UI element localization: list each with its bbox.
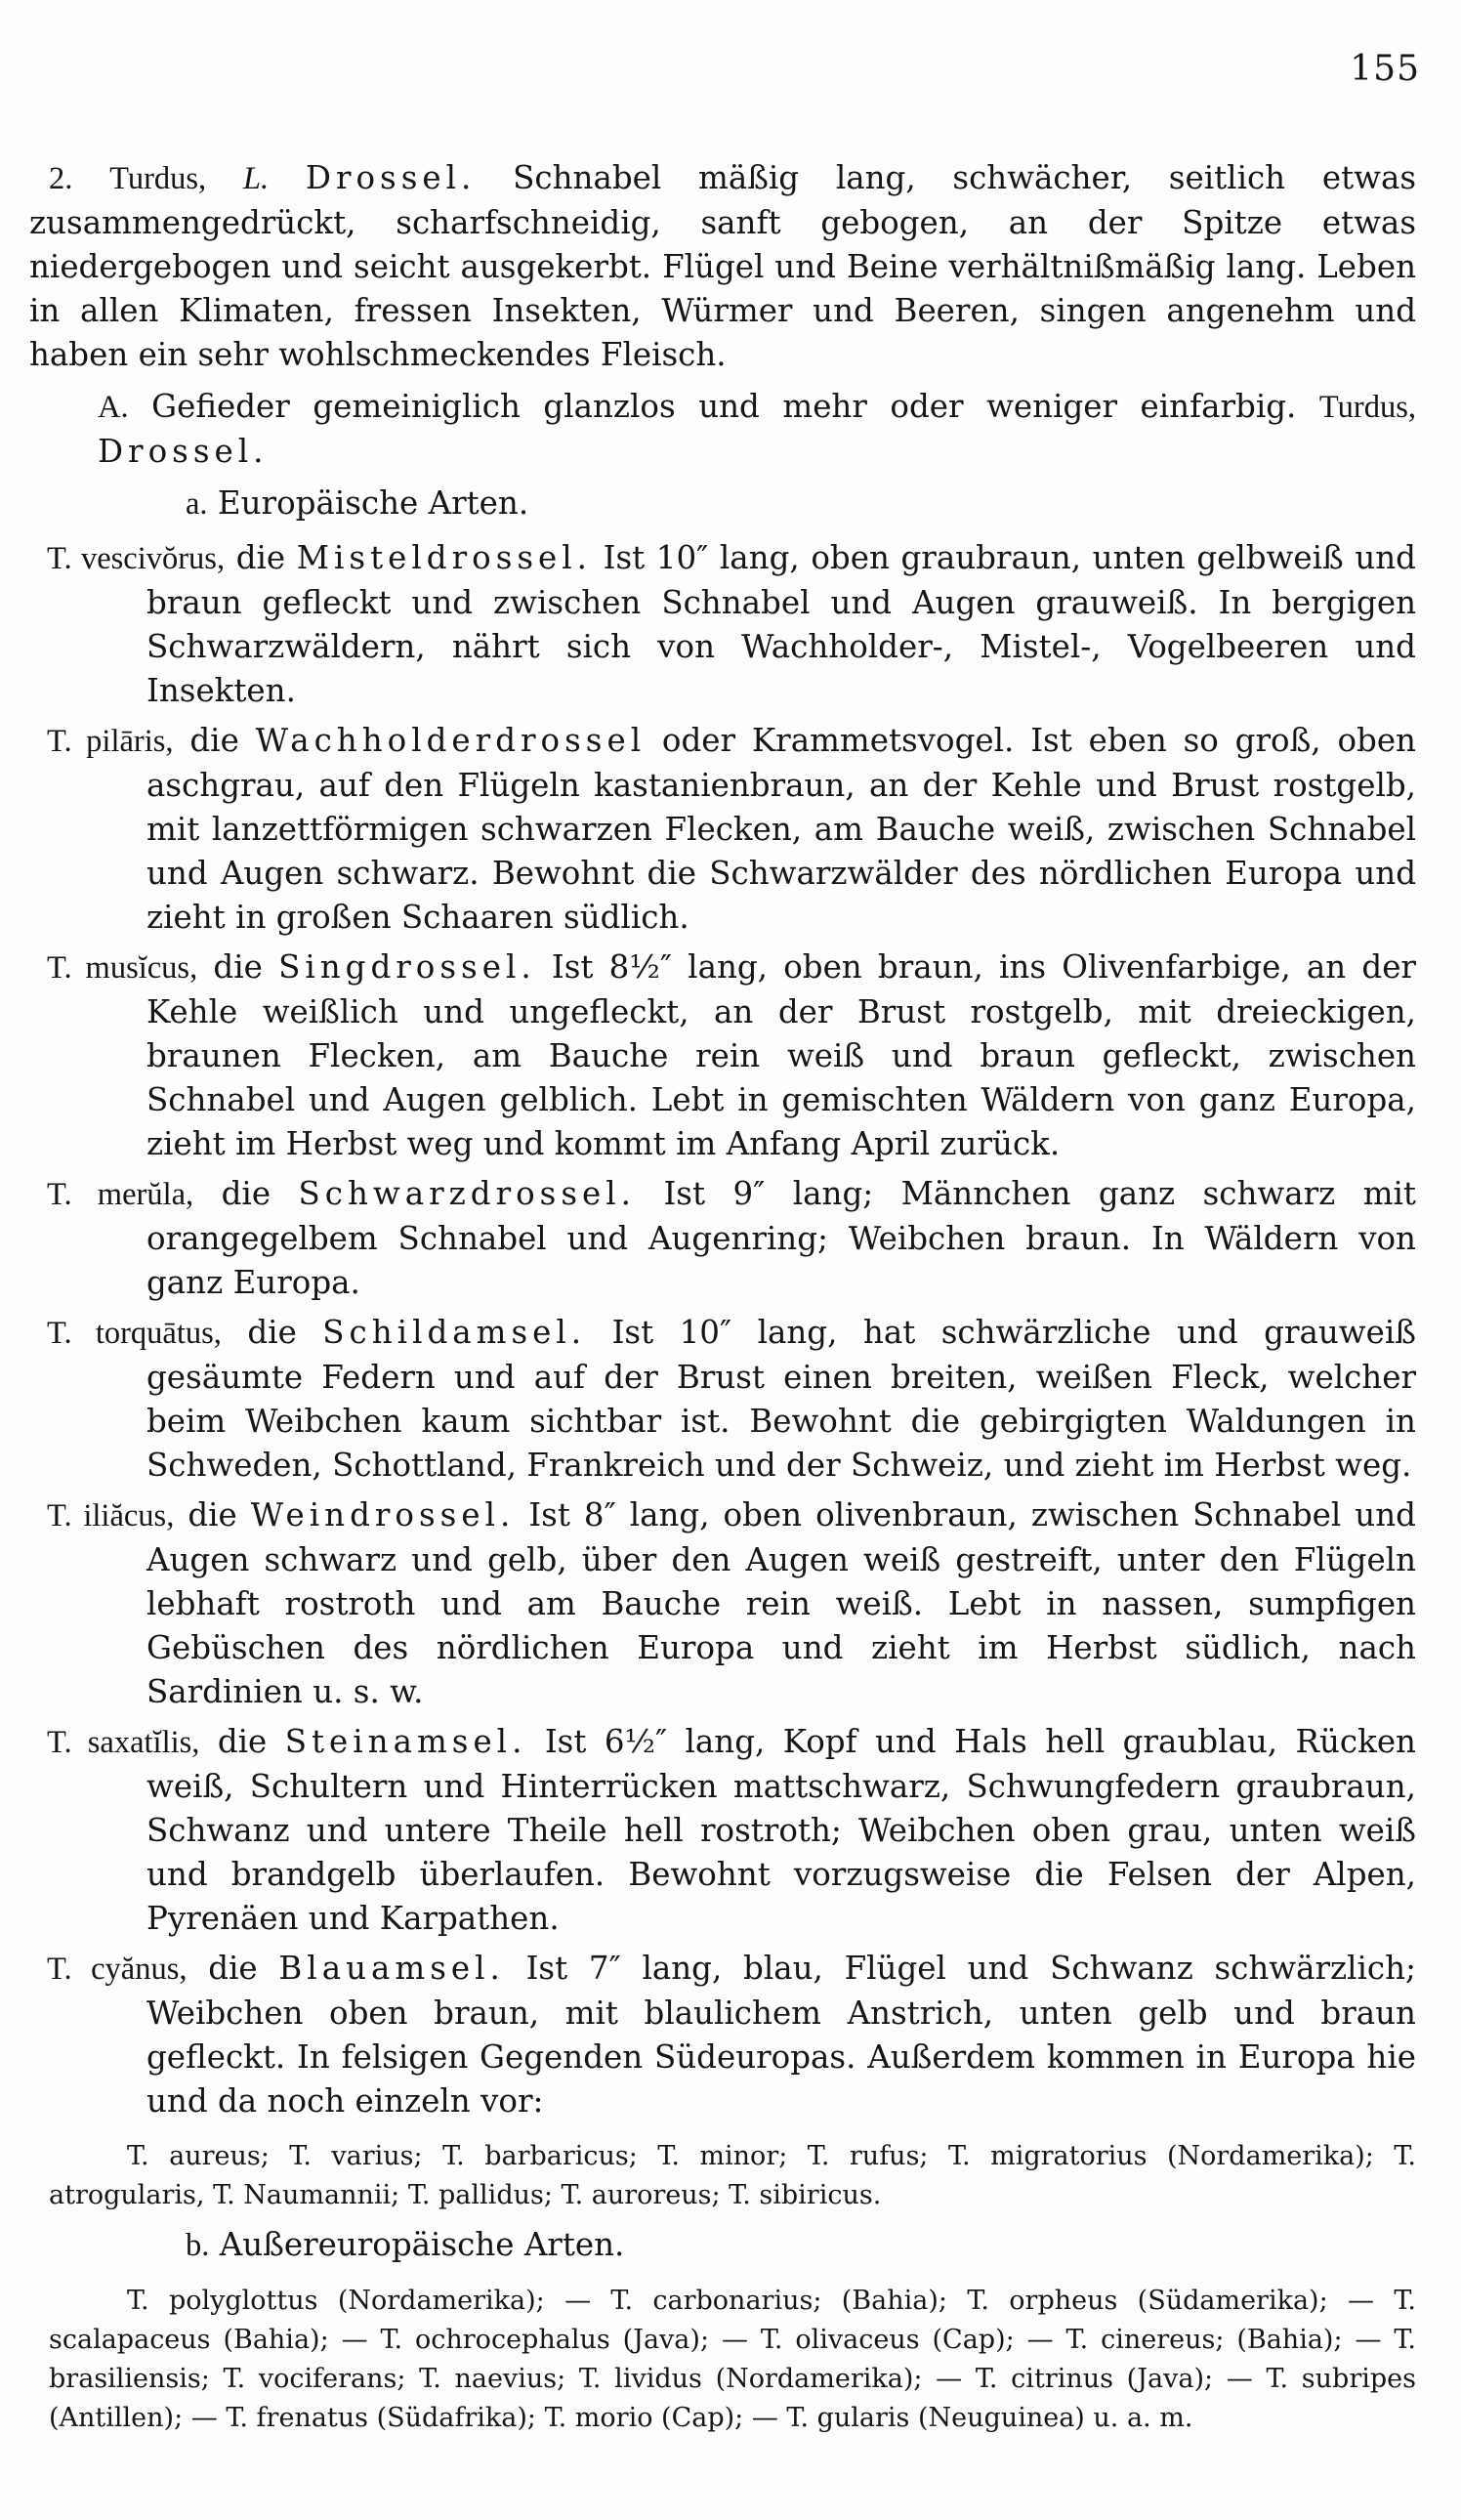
genus-german: Drossel. <box>305 159 477 196</box>
genus-paragraph <box>29 156 1416 377</box>
genus-description: Schnabel mäßig lang, schwächer, seitlich etwas zusammengedrückt, scharfschneidig, sanft gebogen, an der Spitze etwas niedergebogen und seicht ausgekerbt. Flügel und Beine verhältnißmäßig lang. Leben in allen Klimaten, fressen Insekten, Würmer und Beeren, singen angenehm und haben ein sehr wohlschmeckendes Fleisch. <box>29 159 1417 373</box>
subsection-a <box>29 482 1416 526</box>
subsection-b <box>29 2223 1416 2268</box>
genus-author: L. <box>242 161 270 196</box>
european-others-list: T. aureus; T. varius; T. barbaricus; T. minor; T. rufus; T. migratorius (Nordamerika); T. atrogularis, T. Naumannii; T. pallidus; T. auroreus; T. sibiricus. <box>49 2141 1416 2210</box>
species-entry <box>29 945 1416 1166</box>
species-german-name: Schwarzdrossel. <box>298 1175 636 1212</box>
species-latin: T. saxatĭlis, <box>47 1725 200 1760</box>
genus-latin: Turdus, <box>109 161 207 196</box>
species-entry <box>29 1493 1416 1714</box>
subsection-a-title: Europäische Arten. <box>217 484 529 522</box>
species-latin: T. vescivŏrus, <box>47 541 226 576</box>
species-description: Ist 8½″ lang, oben braun, ins Olivenfarbige, an der Kehle weißlich und ungefleckt, an der Brust rostgelb, mit dreieckigen, braunen Flecken, am Bauche rein weiß und braun gefleckt, zwischen Schnabel und Augen gelblich. Lebt in gemischten Wäldern von ganz Europa, zieht im Herbst weg und kommt im Anfang April zurück. <box>146 948 1416 1162</box>
species-description: Ist 6½″ lang, Kopf und Hals hell graublau, Rücken weiß, Schultern und Hinterrücken mattschwarz, Schwungfedern graubraun, Schwanz und untere Theile hell rostroth; Weibchen oben grau, unten weiß und brandgelb überlaufen. Bewohnt vorzugsweise die Felsen der Alpen, Pyrenäen und Karpathen. <box>146 1723 1416 1937</box>
subsection-b-title: Außereuropäische Arten. <box>219 2226 625 2263</box>
species-german-name: Steinamsel. <box>284 1723 527 1760</box>
species-latin: T. cyănus, <box>47 1952 188 1987</box>
species-description: Ist 8″ lang, oben olivenbraun, zwischen Schnabel und Augen schwarz und gelb, über den Augen weiß gestreift, unter den Flügeln lebhaft rostroth und am Bauche rein weiß. Lebt in nassen, sumpfigen Gebüschen des nördlichen Europa und zieht im Herbst südlich, nach Sardinien u. s. w. <box>146 1496 1416 1710</box>
species-entry <box>29 1311 1416 1488</box>
non-european-list: T. polyglottus (Nordamerika); — T. carbonarius; (Bahia); T. orpheus (Südamerika); — T. scalapaceus (Bahia); — T. ochrocephalus (Java); — T. olivaceus (Cap); — T. cinereus; (Bahia); — T. brasiliensis; T. vociferans; T. naevius; T. lividus (Nordamerika); — T. citrinus (Java); — T. subripes (Antillen); — T. frenatus (Südafrika); T. morio (Cap); — T. gularis (Neuguinea) u. a. m. <box>49 2286 1416 2433</box>
subsection-b-label: b. <box>186 2228 210 2263</box>
species-intro: die <box>208 1950 258 1987</box>
species-german-name: Schildamsel. <box>322 1314 587 1351</box>
species-german-name: Weindrossel. <box>250 1496 516 1533</box>
species-german-name: Wachholderdrossel <box>255 722 647 759</box>
section-a-label: A. <box>98 390 129 425</box>
species-german-name: Misteldrossel. <box>296 539 593 576</box>
species-latin: T. merŭla, <box>47 1177 194 1212</box>
species-intro: die <box>221 1175 271 1212</box>
species-entry <box>29 719 1416 940</box>
species-entry <box>29 536 1416 713</box>
species-intro: die <box>189 722 239 759</box>
species-intro: die <box>235 539 286 576</box>
section-a <box>29 385 1416 474</box>
page-number: 155 <box>1350 49 1420 89</box>
species-description: oder Krammetsvogel. Ist eben so groß, oben aschgrau, auf den Flügeln kastanienbraun, an der Kehle und Brust rostgelb, mit lanzettförmigen schwarzen Flecken, am Bauche weiß, zwischen Schnabel und Augen schwarz. Bewohnt die Schwarzwälder des nördlichen Europa und zieht in großen Schaaren südlich. <box>146 722 1416 936</box>
section-a-latin: Turdus, <box>1318 390 1416 425</box>
species-intro: die <box>217 1723 268 1760</box>
species-intro: die <box>188 1496 237 1533</box>
species-description: Ist 10″ lang, hat schwärzliche und grauweiß gesäumte Federn und auf der Brust einen breiten, weißen Fleck, welcher beim Weibchen kaum sichtbar ist. Bewohnt die gebirgigten Waldungen in Schweden, Schottland, Frankreich und der Schweiz, und zieht im Herbst weg. <box>146 1314 1416 1484</box>
species-latin: T. pilāris, <box>47 724 174 759</box>
species-description: Ist 9″ lang; Männchen ganz schwarz mit orangegelbem Schnabel und Augenring; Weibchen braun. In Wäldern von ganz Europa. <box>146 1175 1416 1301</box>
species-german-name: Singdrossel. <box>278 948 536 986</box>
species-german-name: Blauamsel. <box>278 1950 505 1987</box>
genus-number: 2. <box>49 161 73 196</box>
page-text <box>29 156 1416 2438</box>
species-latin: T. iliăcus, <box>47 1498 175 1533</box>
species-intro: die <box>213 948 263 986</box>
section-a-german: Drossel. <box>98 433 269 470</box>
species-entry <box>29 1947 1416 2123</box>
species-entry <box>29 1720 1416 1941</box>
species-description: Ist 7″ lang, blau, Flügel und Schwanz schwärzlich; Weibchen oben braun, mit blaulichem Anstrich, unten gelb und braun gefleckt. In felsigen Gegenden Südeuropas. Außerdem kommen in Europa hie und da noch einzeln vor: <box>146 1950 1416 2120</box>
subsection-a-label: a. <box>186 486 208 522</box>
species-latin: T. torquātus, <box>47 1316 222 1351</box>
species-entry <box>29 1172 1416 1305</box>
section-a-text: Gefieder gemeiniglich glanzlos und mehr oder weniger einfarbig. <box>151 388 1297 425</box>
species-description: Ist 10″ lang, oben graubraun, unten gelbweiß und braun gefleckt und zwischen Schnabel und Augen grauweiß. In bergigen Schwarzwäldern, nährt sich von Wachholder-, Mistel-, Vogelbeeren und Insekten. <box>146 539 1416 709</box>
species-latin: T. musĭcus, <box>47 950 198 986</box>
species-intro: die <box>247 1314 297 1351</box>
